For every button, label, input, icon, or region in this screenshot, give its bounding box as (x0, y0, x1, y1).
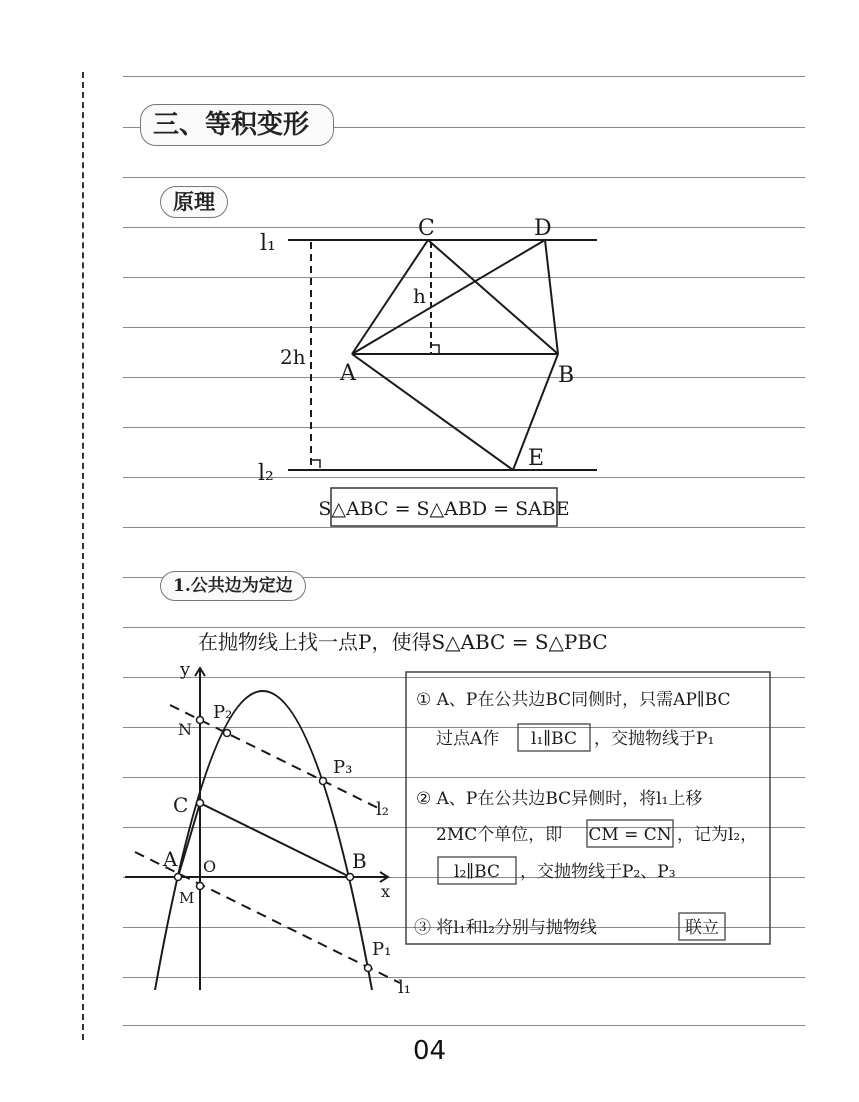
label-l2: l₂ (258, 461, 274, 486)
note-step3-pre: ③ 将l₁和l₂分别与抛物线 (414, 918, 597, 938)
point-M (197, 883, 204, 890)
label-A: A (340, 361, 356, 386)
label-A: A (163, 847, 178, 871)
label-x: x (381, 882, 391, 901)
label-P3: P₃ (333, 757, 353, 778)
note-step2-pre: 2MC个单位，即 (436, 825, 563, 845)
point-P2 (224, 730, 231, 737)
label-line-l2: l₂ (376, 799, 389, 820)
label-N: N (178, 720, 192, 739)
note-step1-pre: 过点A作 (436, 729, 500, 749)
label-C: C (173, 793, 189, 817)
note-step2-box: CM = CN (588, 825, 672, 845)
label-line-l1: l₁ (398, 977, 411, 998)
label-E: E (528, 446, 545, 471)
section-title: 三、等积变形 (140, 104, 334, 146)
note-step2-post: ，记为l₂， (677, 825, 758, 845)
point-B (347, 874, 354, 881)
principle-label: 原理 (160, 186, 228, 218)
label-B: B (558, 363, 575, 388)
point-P3 (320, 778, 327, 785)
point-N (197, 717, 204, 724)
note-step2-post2: ，交抛物线于P₂、P₃ (520, 862, 676, 882)
note-step1-line1: ① A、P在公共边BC同侧时，只需AP∥BC (416, 690, 731, 710)
note-step2-box2: l₂∥BC (454, 862, 500, 882)
page-number: 04 (412, 1036, 447, 1066)
label-D: D (534, 216, 552, 241)
point-P1 (365, 965, 372, 972)
label-C: C (418, 216, 435, 241)
note-step3-box: 联立 (685, 918, 719, 938)
point-C (197, 800, 204, 807)
point-A (175, 874, 182, 881)
label-B: B (352, 849, 367, 873)
label-y: y (180, 659, 191, 680)
label-P2: P₂ (213, 702, 233, 723)
label-P1: P₁ (372, 939, 392, 960)
label-l1: l₁ (260, 231, 276, 256)
label-h: h (413, 284, 426, 308)
note-step2-line1: ② A、P在公共边BC异侧时，将l₁上移 (416, 789, 703, 809)
segment-BC (200, 803, 350, 877)
label-O: O (203, 857, 217, 876)
label-M: M (179, 889, 195, 907)
label-2h: 2h (280, 345, 306, 369)
instruction-text: 在抛物线上找一点P，使得S△ABC = S△PBC (198, 630, 608, 654)
note-step1-box: l₁∥BC (531, 729, 577, 749)
note-step1-post: ，交抛物线于P₁ (594, 729, 715, 749)
area-formula: S△ABC = S△ABD = SABE (318, 498, 570, 520)
sub-section-label: 1.公共边为定边 (160, 571, 306, 601)
